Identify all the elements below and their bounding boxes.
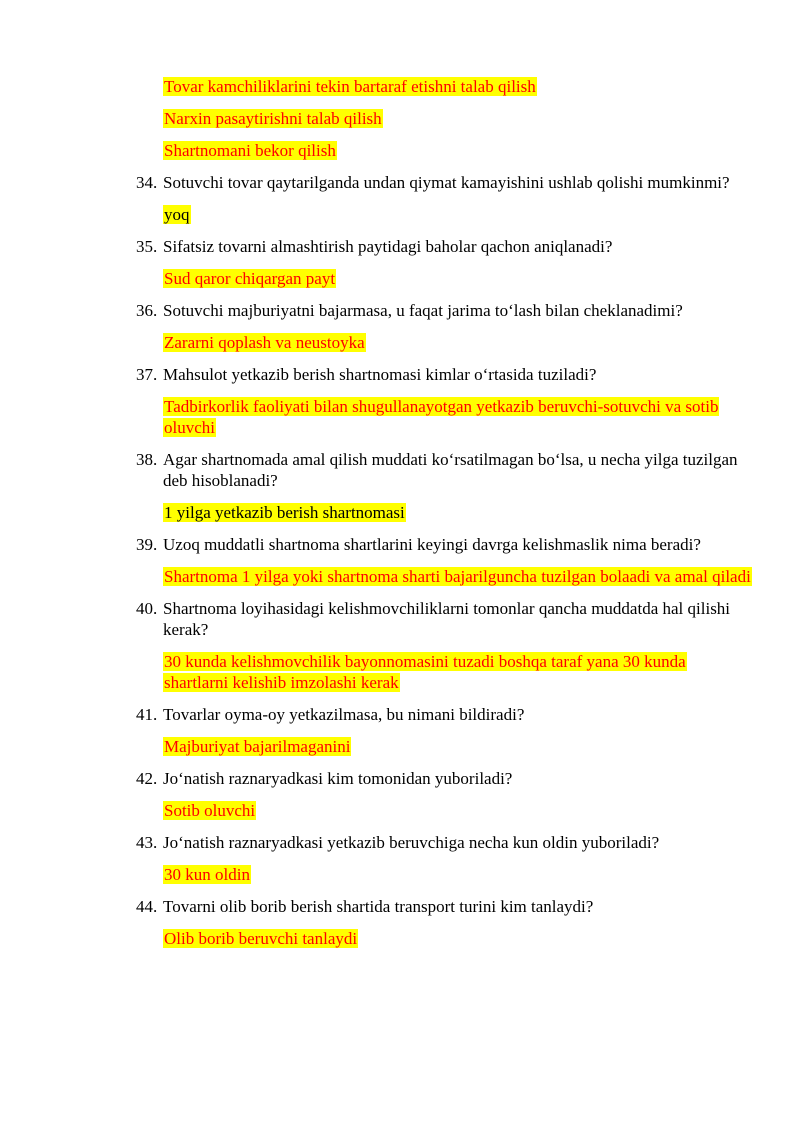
highlighted-answer: 30 kunda kelishmovchilik bayonnomasini tuzadi boshqa taraf yana 30 kunda shartlarni kelishib imzolashi kerak <box>164 652 686 692</box>
answer-line <box>163 268 753 289</box>
qa-item <box>0 449 800 523</box>
answer-line <box>163 396 753 438</box>
highlighted-answer: 30 kun oldin <box>164 865 250 884</box>
qa-item <box>0 704 800 757</box>
qa-item <box>0 300 800 353</box>
highlighted-answer: Narxin pasaytirishni talab qilish <box>164 109 382 128</box>
question-text <box>136 236 753 257</box>
question-text <box>136 449 753 491</box>
question-label: Mahsulot yetkazib berish shartnomasi kimlar o‘rtasida tuziladi? <box>163 365 597 384</box>
answer-line <box>163 651 753 693</box>
qa-item <box>0 832 800 885</box>
question-list <box>0 172 800 949</box>
qa-item <box>0 598 800 693</box>
qa-item <box>0 534 800 587</box>
highlighted-answer: 1 yilga yetkazib berish shartnomasi <box>164 503 405 522</box>
question-number: 40. <box>136 599 158 618</box>
answer-line <box>163 928 753 949</box>
question-text <box>136 172 753 193</box>
answer-line <box>163 800 753 821</box>
answer-line <box>163 332 753 353</box>
highlighted-answer: Shartnomani bekor qilish <box>164 141 336 160</box>
intro-answers <box>163 76 753 161</box>
question-label: Tovarni olib borib berish shartida transport turini kim tanlaydi? <box>163 897 594 916</box>
answer-line <box>163 736 753 757</box>
question-label: Sotuvchi majburiyatni bajarmasa, u faqat jarima to‘lash bilan cheklanadimi? <box>163 301 683 320</box>
highlighted-answer: Zararni qoplash va neustoyka <box>164 333 365 352</box>
question-text <box>136 598 753 640</box>
question-label: Tovarlar oyma-oy yetkazilmasa, bu nimani bildiradi? <box>163 705 525 724</box>
answer-line <box>163 864 753 885</box>
highlighted-answer: yoq <box>164 205 190 224</box>
highlighted-answer: Sotib oluvchi <box>164 801 256 820</box>
highlighted-answer: Tadbirkorlik faoliyati bilan shugullanayotgan yetkazib beruvchi-sotuvchi va sotib oluvchi <box>164 397 719 437</box>
highlighted-answer: Sud qaror chiqargan payt <box>164 269 336 288</box>
question-number: 38. <box>136 450 158 469</box>
answer-line <box>163 566 753 587</box>
question-number: 43. <box>136 833 158 852</box>
question-number: 44. <box>136 897 158 916</box>
qa-item <box>0 364 800 438</box>
question-label: Uzoq muddatli shartnoma shartlarini keyingi davrga kelishmaslik nima beradi? <box>163 535 701 554</box>
question-text <box>136 534 753 555</box>
question-text <box>136 832 753 853</box>
highlighted-answer: Olib borib beruvchi tanlaydi <box>164 929 358 948</box>
highlighted-answer: Tovar kamchiliklarini tekin bartaraf etishni talab qilish <box>164 77 536 96</box>
answer-line <box>163 108 753 129</box>
question-number: 36. <box>136 301 158 320</box>
question-label: Shartnoma loyihasidagi kelishmovchiliklarni tomonlar qancha muddatda hal qilishi kerak? <box>163 599 731 639</box>
highlighted-answer: Majburiyat bajarilmaganini <box>164 737 351 756</box>
answer-line <box>163 502 753 523</box>
question-label: Sotuvchi tovar qaytarilganda undan qiymat kamayishini ushlab qolishi mumkinmi? <box>163 173 730 192</box>
question-text <box>136 364 753 385</box>
highlighted-answer: Shartnoma 1 yilga yoki shartnoma sharti bajarilguncha tuzilgan bolaadi va amal qiladi <box>164 567 751 586</box>
question-label: Jo‘natish raznaryadkasi kim tomonidan yuboriladi? <box>163 769 513 788</box>
question-text <box>136 896 753 917</box>
question-text <box>136 768 753 789</box>
qa-item <box>0 236 800 289</box>
question-number: 39. <box>136 535 158 554</box>
question-label: Agar shartnomada amal qilish muddati ko‘rsatilmagan bo‘lsa, u necha yilga tuzilgan deb hisoblanadi? <box>163 450 738 490</box>
question-number: 42. <box>136 769 158 788</box>
question-number: 34. <box>136 173 158 192</box>
answer-line <box>163 204 753 225</box>
qa-item <box>0 896 800 949</box>
question-number: 41. <box>136 705 158 724</box>
answer-line <box>163 140 753 161</box>
qa-item <box>0 172 800 225</box>
question-number: 35. <box>136 237 158 256</box>
question-label: Sifatsiz tovarni almashtirish paytidagi baholar qachon aniqlanadi? <box>163 237 613 256</box>
question-text <box>136 704 753 725</box>
question-text <box>136 300 753 321</box>
question-label: Jo‘natish raznaryadkasi yetkazib beruvchiga necha kun oldin yuboriladi? <box>163 833 660 852</box>
question-number: 37. <box>136 365 158 384</box>
answer-line <box>163 76 753 97</box>
qa-item <box>0 768 800 821</box>
